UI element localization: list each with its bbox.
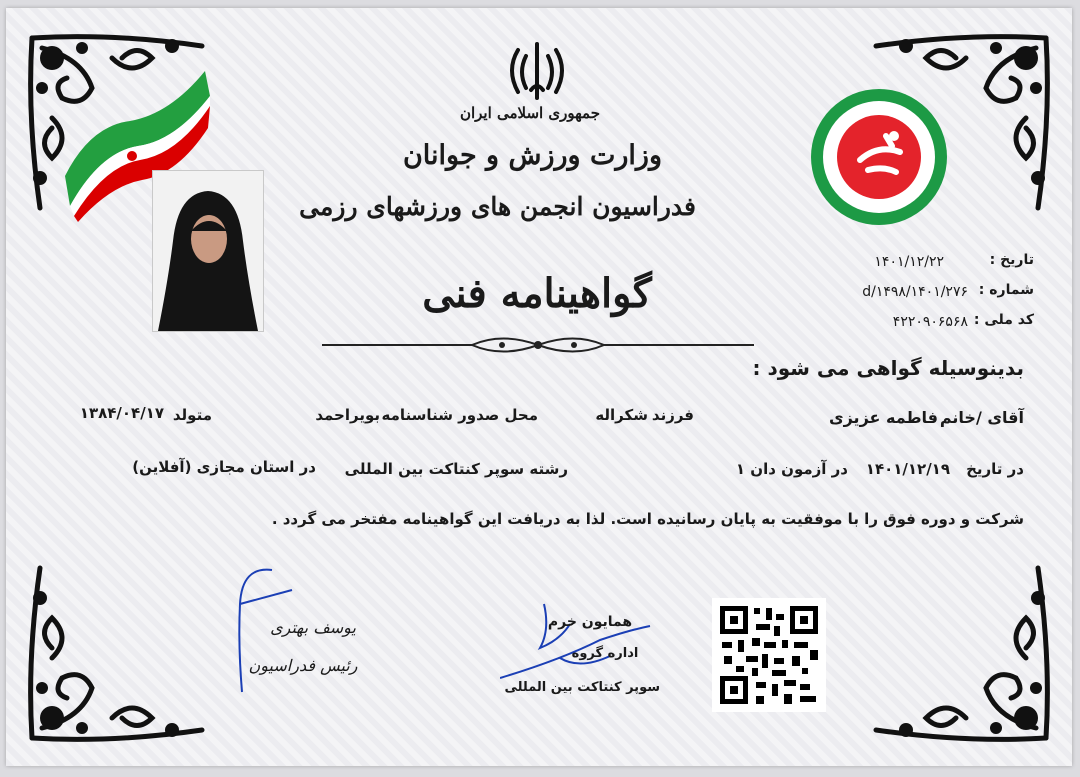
number-value: ۱۴۰۱/۲۷۶/d/۱۴۹۸ <box>862 284 968 300</box>
date-label: تاریخ : <box>989 252 1034 268</box>
signature-middle-name: همایون خرم <box>547 614 633 630</box>
exam-level: در آزمون دان ۱ <box>735 460 848 478</box>
father-value: شکراله <box>595 406 648 424</box>
certificate-title: گواهینامه فنی <box>422 270 652 317</box>
name-label: آقای /خانم <box>939 408 1024 427</box>
father-label: فرزند <box>651 406 694 424</box>
intro-text: بدینوسیله گواهی می شود : <box>752 356 1024 380</box>
signature-middle-dept: سوپر کنتاکت بین المللی <box>504 680 660 695</box>
ornament-bottom-left-icon <box>22 558 212 748</box>
exam-date: ۱۴۰۱/۱۲/۱۹ <box>865 460 950 478</box>
qr-code <box>712 598 826 712</box>
birthplace-label: محل صدور شناسنامه <box>381 406 538 424</box>
federation-logo-icon <box>808 86 950 228</box>
iran-emblem-icon <box>504 40 570 102</box>
ornament-bottom-right-icon <box>866 558 1056 748</box>
number-label: شماره : <box>978 282 1034 298</box>
signature-left-name: یوسف بهتری <box>270 618 356 637</box>
qr-code-icon <box>712 598 826 712</box>
discipline-text: رشته سوپر کنتاکت بین المللی <box>344 460 568 478</box>
portrait-icon <box>153 171 263 331</box>
birthplace-value: بویراحمد <box>315 406 380 424</box>
province-text: در استان مجازی (آفلاین) <box>132 458 316 476</box>
signature-left-title: رئیس فدراسیون <box>248 656 358 675</box>
signature-left-ink-icon <box>232 564 302 694</box>
divider-ornament-icon <box>322 334 754 356</box>
exam-prefix: در تاریخ <box>966 460 1024 478</box>
closing-text: شرکت و دوره فوق را با موفقیت به پایان رسانیده است. لذا به دریافت این گواهینامه مفتخر می گردد . <box>271 510 1024 528</box>
student-photo <box>152 170 264 332</box>
date-value: ۱۴۰۱/۱۲/۲۲ <box>874 254 944 270</box>
born-value: ۱۳۸۴/۰۴/۱۷ <box>79 404 164 422</box>
name-value: فاطمه عزیزی <box>828 408 938 427</box>
ministry-title: وزارت ورزش و جوانان <box>402 140 662 171</box>
signature-middle-title: اداره گروه <box>571 646 639 661</box>
born-label: متولد <box>172 406 212 424</box>
national-id-value: ۴۲۲۰۹۰۶۵۶۸ <box>892 314 968 330</box>
federation-title: فدراسیون انجمن های ورزشهای رزمی <box>299 192 696 221</box>
republic-title: جمهوری اسلامی ایران <box>459 104 600 122</box>
national-id-label: کد ملی : <box>973 312 1034 328</box>
